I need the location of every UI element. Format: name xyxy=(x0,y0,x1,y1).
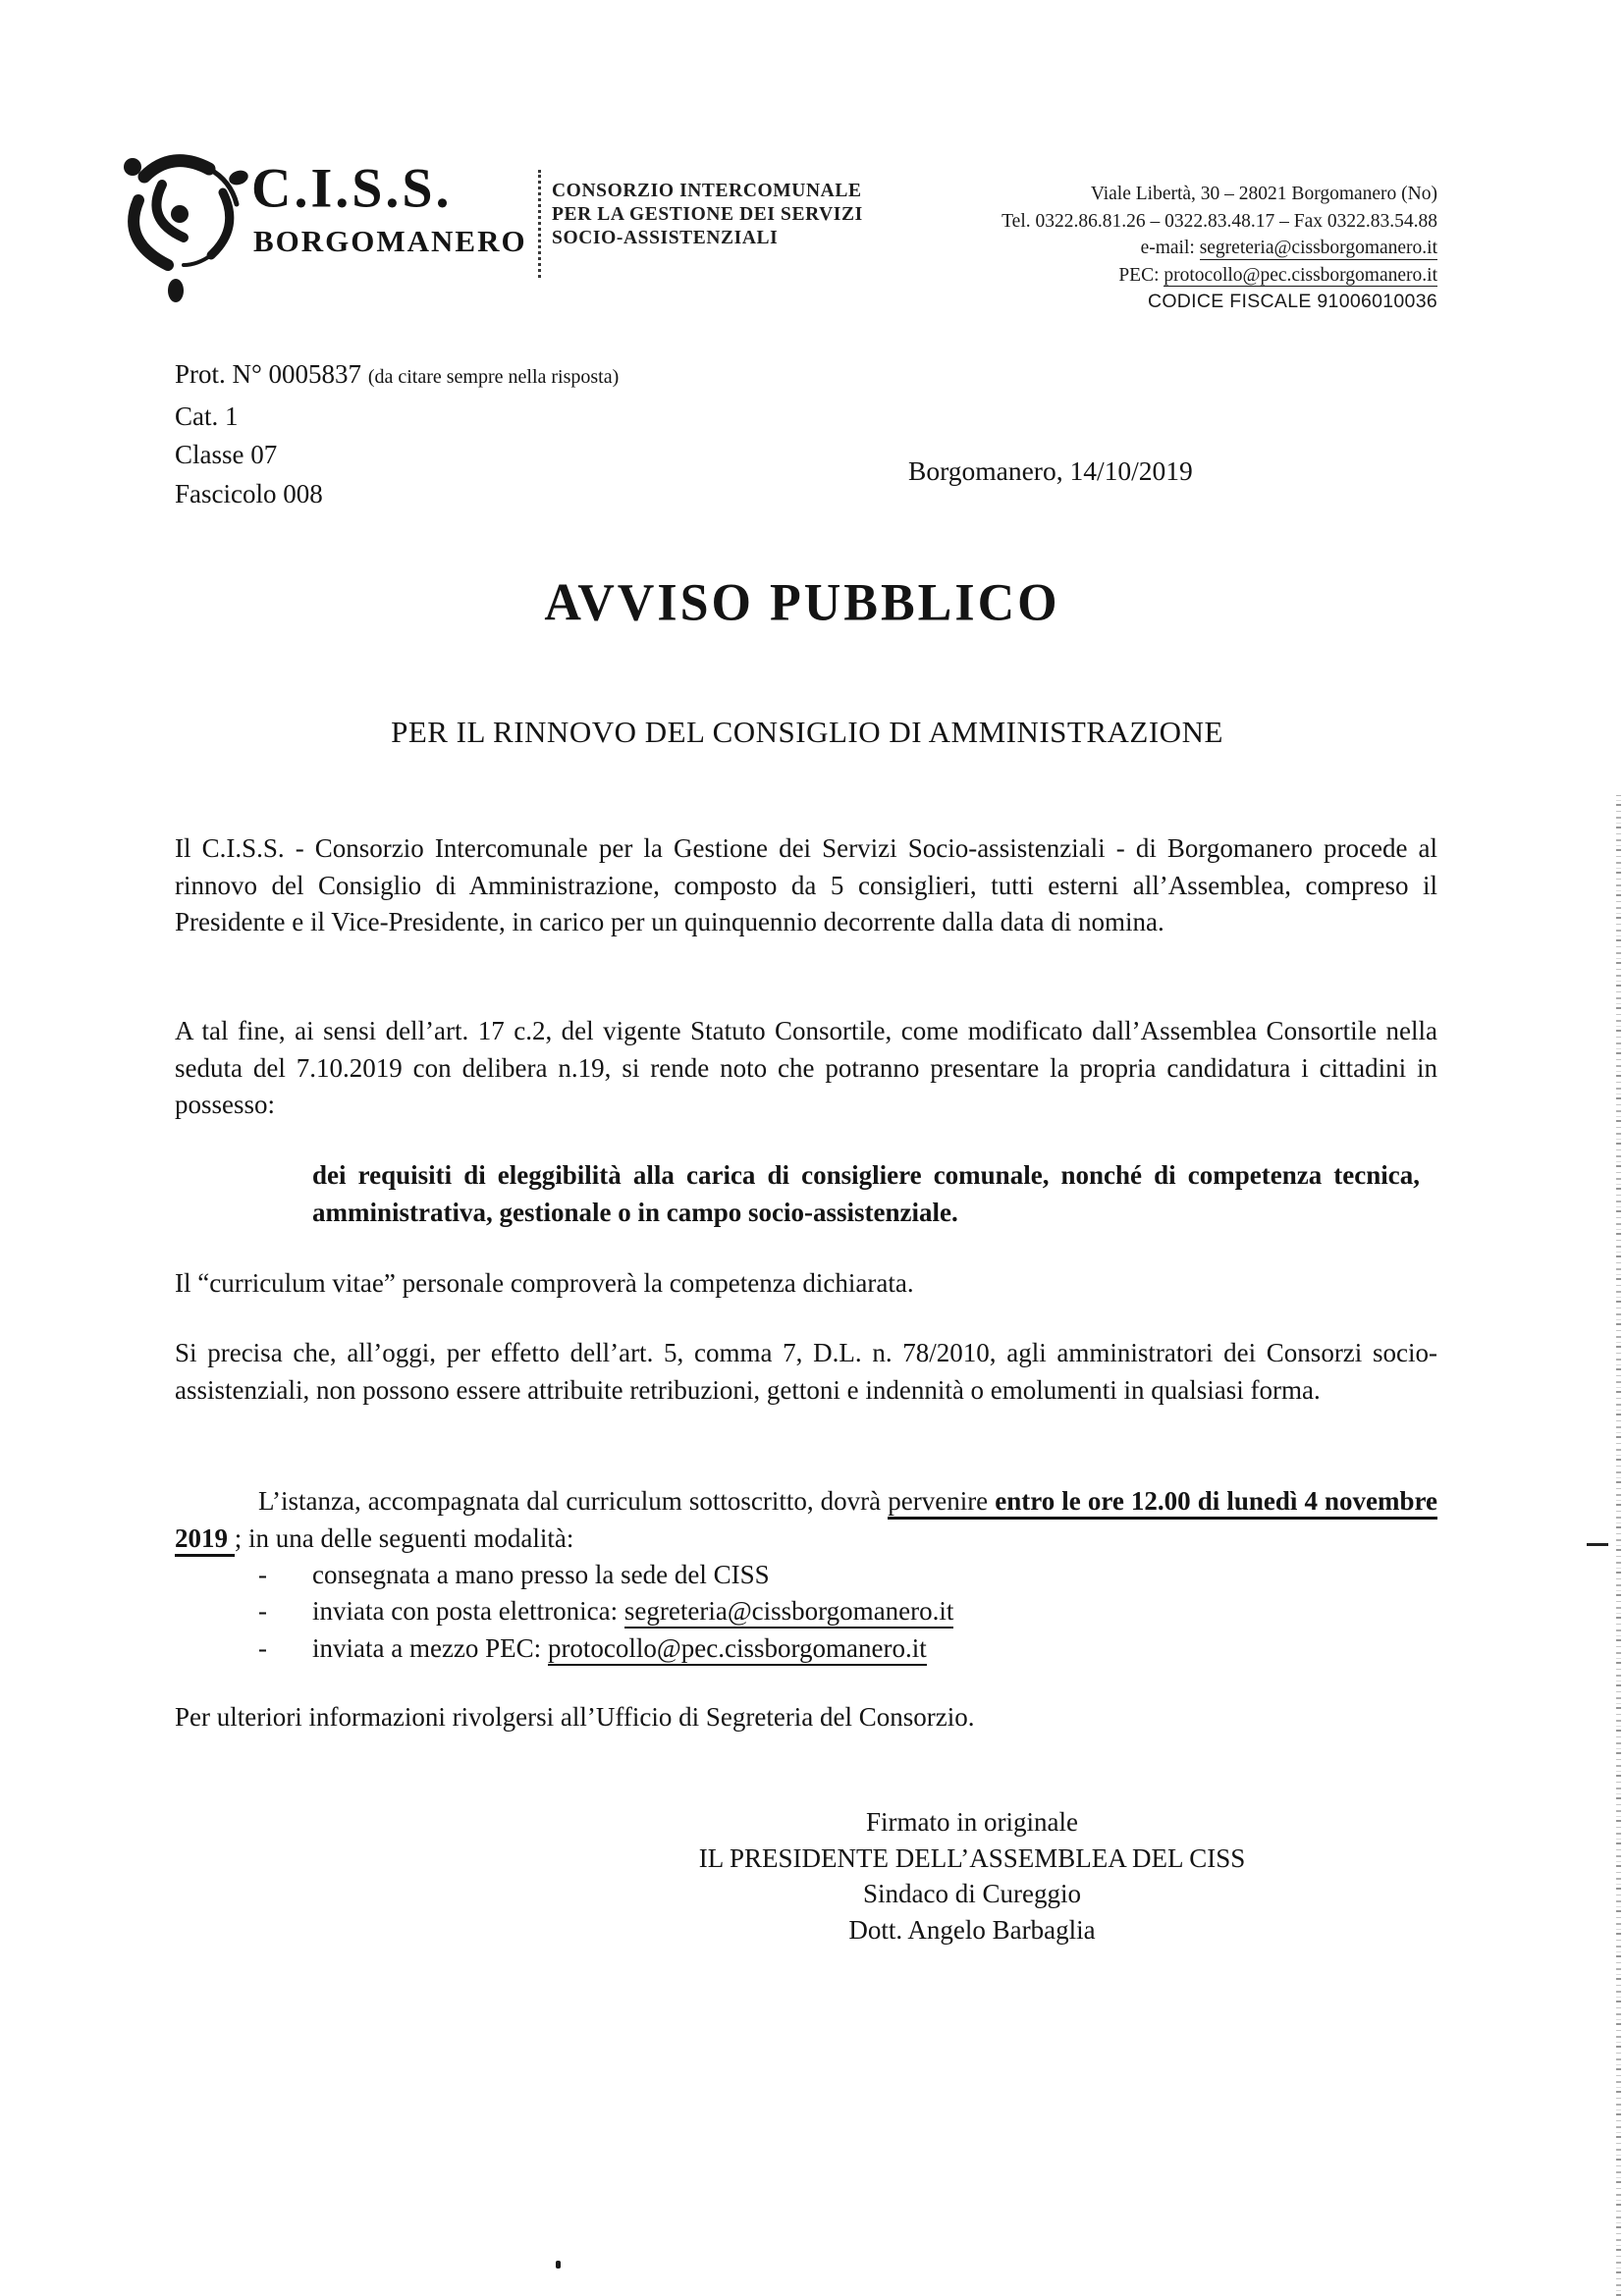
email-link: segreteria@cissborgomanero.it xyxy=(1199,238,1437,258)
scan-artifact-dash xyxy=(1587,1543,1608,1546)
list-item-text xyxy=(312,1630,1437,1668)
protocol-block xyxy=(175,355,619,513)
paragraph-compensation: Si precisa che, all’oggi, per effetto dell’art. 5, comma 7, D.L. n. 78/2010, agli amministratori dei Consorzi socio-assistenziali, non possono essere attribuite retribuzioni, gettoni e indennità o emolumenti in qualsiasi forma. xyxy=(175,1338,1437,1405)
deadline-text-end: ; in una delle seguenti modalità: xyxy=(234,1522,574,1553)
deadline-bold-underlined: entro le ore 12.00 di lunedì 4 novembre 2019 xyxy=(175,1486,1437,1557)
ciss-swirl-logo-icon xyxy=(101,145,250,307)
list-item-label: inviata con posta elettronica: xyxy=(312,1596,624,1626)
letterhead-divider xyxy=(538,170,541,278)
list-item-text: consegnata a mano presso la sede del CISS xyxy=(312,1560,770,1589)
list-dash: - xyxy=(258,1596,267,1626)
document-subtitle: PER IL RINNOVO DEL CONSIGLIO DI AMMINISTRAZIONE xyxy=(391,715,1223,749)
pec-link: protocollo@pec.cissborgomanero.it xyxy=(548,1633,927,1666)
deadline-underlined: pervenire xyxy=(888,1486,995,1520)
paragraph-deadline xyxy=(175,1483,1437,1557)
address-line: Viale Libertà, 30 – 28021 Borgomanero (No) xyxy=(1090,184,1437,204)
protocol-number-line xyxy=(175,355,619,398)
pec-label: PEC: xyxy=(1118,264,1164,286)
contact-block xyxy=(844,181,1437,316)
fiscal-code: CODICE FISCALE 91006010036 xyxy=(1147,291,1437,312)
org-city: BORGOMANERO xyxy=(253,224,527,258)
protocol-number: Prot. N° 0005837 xyxy=(175,359,368,389)
list-item-hand-delivery xyxy=(175,1557,1437,1594)
email-label: e-mail: xyxy=(1140,238,1200,258)
pec-line xyxy=(844,262,1437,290)
paragraph-legal-basis: A tal fine, ai sensi dell’art. 17 c.2, del vigente Statuto Consortile, come modificato dall’Assemblea Consortile nella seduta del 7.10.2019 con delibera n.19, si rende noto che potranno presentare la propria candidatura i cittadini in possesso: xyxy=(175,1016,1437,1119)
signature-line-mayor: Sindaco di Cureggio xyxy=(863,1879,1081,1908)
org-description-line: PER LA GESTIONE DEI SERVIZI xyxy=(552,204,863,225)
scan-artifact-dot xyxy=(556,2261,561,2269)
list-dash: - xyxy=(258,1633,267,1663)
list-dash: - xyxy=(258,1560,267,1589)
email-link: segreteria@cissborgomanero.it xyxy=(624,1596,954,1629)
paragraph-intro: Il C.I.S.S. - Consorzio Intercomunale per la Gestione dei Servizi Socio-assistenziali - di Borgomanero procede al rinnovo del Consiglio di Amministrazione, composto da 5 consiglieri, tutti esterni all’Assemblea, compreso il Presidente e il Vice-Presidente, in carico per un quinquennio decorrente dalla data di nomina. xyxy=(175,833,1437,936)
signature-block xyxy=(334,1804,1610,1948)
pec-link: protocollo@pec.cissborgomanero.it xyxy=(1164,264,1437,286)
document-title: AVVISO PUBBLICO xyxy=(544,573,1060,633)
list-item-email xyxy=(175,1593,1437,1630)
place-and-date: Borgomanero, 14/10/2019 xyxy=(908,455,1193,486)
file-line: Fascicolo 008 xyxy=(175,478,323,508)
signature-line-role: IL PRESIDENTE DELL’ASSEMBLEA DEL CISS xyxy=(698,1842,1246,1873)
org-description xyxy=(552,180,863,250)
org-acronym: C.I.S.S. xyxy=(251,157,453,220)
email-line xyxy=(844,235,1437,262)
list-item-pec xyxy=(175,1630,1437,1668)
deadline-text-start: L’istanza, accompagnata dal curriculum sottoscritto, dovrà xyxy=(258,1486,889,1516)
scan-edge-noise xyxy=(1616,795,1621,2296)
org-description-line: CONSORZIO INTERCOMUNALE xyxy=(552,181,862,201)
paragraph-requirements-bold: dei requisiti di eleggibilità alla carica di consigliere comunale, nonché di competenza tecnica, amministrativa, gestionale o in campo socio-assistenziale. xyxy=(312,1160,1420,1227)
category-line: Cat. 1 xyxy=(175,400,239,431)
signature-line-original: Firmato in originale xyxy=(866,1807,1078,1837)
class-line: Classe 07 xyxy=(175,440,278,469)
paragraph-curriculum: Il “curriculum vitae” personale comproverà la competenza dichiarata. xyxy=(175,1268,914,1298)
org-description-line: SOCIO-ASSISTENZIALI xyxy=(552,228,779,248)
list-item-text xyxy=(312,1593,1437,1630)
paragraph-more-info: Per ulteriori informazioni rivolgersi all’Ufficio di Segreteria del Consorzio. xyxy=(175,1702,975,1732)
list-item-label: inviata a mezzo PEC: xyxy=(312,1633,548,1663)
protocol-note: (da citare sempre nella risposta) xyxy=(367,366,620,388)
phone-line: Tel. 0322.86.81.26 – 0322.83.48.17 – Fax 0322.83.54.88 xyxy=(1001,210,1437,232)
signature-line-name: Dott. Angelo Barbaglia xyxy=(848,1914,1096,1945)
